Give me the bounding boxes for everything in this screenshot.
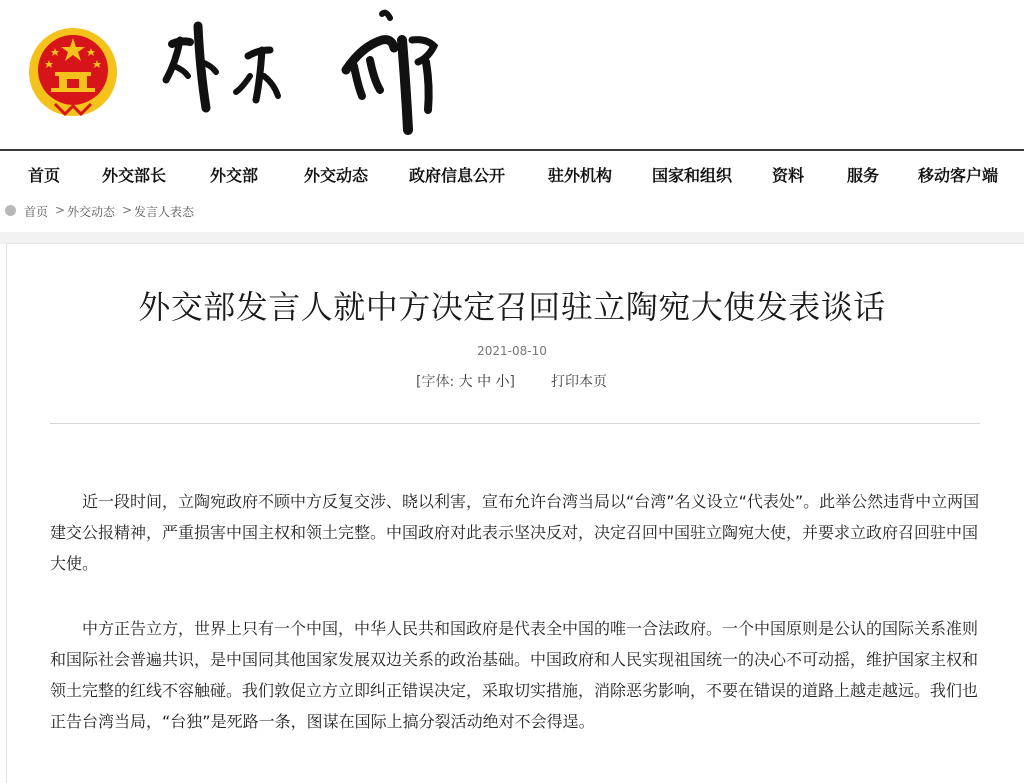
font-size-small-button[interactable]: 小 <box>495 374 510 390</box>
nav-item-government-info[interactable]: 政府信息公开 <box>409 166 506 185</box>
font-size-medium-button[interactable]: 中 <box>477 374 492 390</box>
article-title: 外交部发言人就中方决定召回驻立陶宛大使发表谈话 <box>138 288 886 326</box>
breadcrumb-diplomatic-news[interactable]: 外交动态 <box>67 205 116 219</box>
location-icon <box>5 205 16 216</box>
print-page-link[interactable]: 打印本页 <box>551 374 607 390</box>
breadcrumb-separator: > <box>55 203 66 217</box>
nav-item-services[interactable]: 服务 <box>847 166 880 185</box>
nav-item-missions-abroad[interactable]: 驻外机构 <box>548 166 613 185</box>
nav-item-ministry[interactable]: 外交部 <box>210 166 259 185</box>
nav-item-resources[interactable]: 资料 <box>772 166 805 185</box>
nav-item-minister[interactable]: 外交部长 <box>102 166 167 185</box>
article-date: 2021-08-10 <box>477 344 547 358</box>
font-size-controls <box>416 371 515 391</box>
nav-item-mobile-client[interactable]: 移动客户端 <box>918 166 999 185</box>
breadcrumb-spokesperson[interactable]: 发言人表态 <box>134 205 195 219</box>
main-nav <box>0 149 1024 197</box>
font-size-large-button[interactable]: 大 <box>458 374 473 390</box>
title-divider <box>50 423 980 424</box>
breadcrumb <box>0 196 1024 230</box>
breadcrumb-separator: > <box>122 203 133 217</box>
breadcrumb-home[interactable]: 首页 <box>24 205 49 219</box>
article-paragraph: 近一段时间，立陶宛政府不顾中方反复交涉、晓以利害，宣布允许台湾当局以“台湾”名义设立“代表处”。此举公然违背中立两国建交公报精神，严重损害中国主权和领土完整。中国政府对此表示坚决反对，决定召回中国驻立陶宛大使，并要求立政府召回驻中国大使。 <box>50 492 980 573</box>
article-paragraph: 中方正告立方，世界上只有一个中国，中华人民共和国政府是代表全中国的唯一合法政府。一个中国原则是公认的国际关系准则和国际社会普遍共识，是中国同其他国家发展双边关系的政治基础。中国政府和人民实现祖国统一的决心不可动摇，维护国家主权和领土完整的红线不容触碰。我们敦促立方立即纠正错误决定，采取切实措施，消除恶劣影响，不要在错误的道路上越走越远。我们也正告台湾当局，“台独”是死路一条，图谋在国际上搞分裂活动绝对不会得逞。 <box>50 619 979 731</box>
font-size-label: [字体: <box>416 374 455 390</box>
national-emblem-icon[interactable] <box>25 26 121 118</box>
font-size-close-bracket: ] <box>509 374 516 390</box>
nav-item-countries[interactable]: 国家和组织 <box>652 166 733 185</box>
site-header <box>0 0 1024 148</box>
nav-item-home[interactable]: 首页 <box>28 166 61 185</box>
site-logo-calligraphy[interactable] <box>150 0 450 145</box>
nav-item-diplomatic-news[interactable]: 外交动态 <box>304 166 369 185</box>
